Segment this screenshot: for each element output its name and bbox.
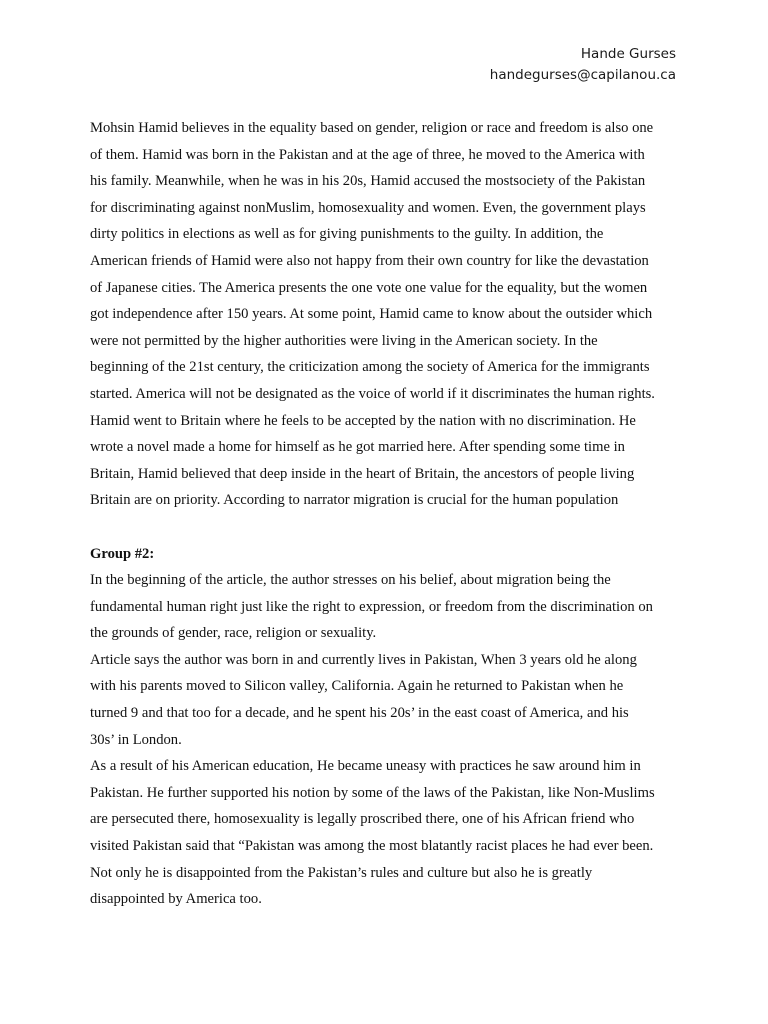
text-line: In the beginning of the article, the author stresses on his belief, about migration being the (90, 572, 611, 589)
document-body (90, 115, 690, 913)
text-line: American friends of Hamid were also not happy from their own country for like the devastation (90, 252, 649, 269)
text-line: his family. Meanwhile, when he was in his 20s, Hamid accused the mostsociety of the Pakistan (90, 173, 646, 190)
text-line: As a result of his American education, He became uneasy with practices he saw around him in (90, 758, 641, 775)
text-line: fundamental human right just like the right to expression, or freedom from the discrimination on (90, 598, 653, 615)
section-heading: Group #2: (90, 545, 155, 562)
text-line: were not permitted by the higher authorities were living in the American society. In the (90, 332, 598, 349)
text-line: for discriminating against nonMuslim, homosexuality and women. Even, the government plays (90, 199, 646, 216)
text-line: Not only he is disappointed from the Pakistan’s rules and culture but also he is greatly (90, 864, 593, 881)
text-line: wrote a novel made a home for himself as he got married here. After spending some time in (90, 439, 625, 456)
text-line: of Japanese cities. The America presents the one vote one value for the equality, but the women (90, 279, 648, 296)
text-line: Article says the author was born in and currently lives in Pakistan, When 3 years old he along (90, 651, 637, 668)
author-name: Hande Gurses (580, 46, 676, 62)
text-line: disappointed by America too. (90, 891, 262, 908)
section-2 (90, 541, 690, 913)
text-line: Hamid went to Britain where he feels to be accepted by the nation with no discrimination. He (90, 412, 636, 429)
text-line: 30s’ in London. (90, 731, 182, 748)
paragraph-gap (90, 514, 690, 541)
document-header (490, 44, 676, 86)
text-line: with his parents moved to Silicon valley, California. Again he returned to Pakistan when he (90, 678, 624, 695)
text-line: visited Pakistan said that “Pakistan was among the most blatantly racist places he had ever been. (90, 838, 654, 855)
section-1 (90, 115, 690, 514)
text-line: beginning of the 21st century, the criticization among the society of America for the immigrants (90, 359, 650, 376)
text-line: Mohsin Hamid believes in the equality based on gender, religion or race and freedom is also one (90, 120, 654, 136)
author-email: handegurses@capilanou.ca (489, 67, 676, 83)
text-line: the grounds of gender, race, religion or sexuality. (90, 625, 377, 642)
text-line: are persecuted there, homosexuality is legally proscribed there, one of his African friend who (90, 811, 635, 828)
text-line: started. America will not be designated as the voice of world if it discriminates the human rights. (90, 385, 655, 402)
text-line: Britain, Hamid believed that deep inside in the heart of Britain, the ancestors of people living (90, 465, 635, 482)
text-line: turned 9 and that too for a decade, and he spent his 20s’ in the east coast of America, and his (90, 705, 629, 722)
text-line: of them. Hamid was born in the Pakistan and at the age of three, he moved to the America with (90, 146, 645, 163)
text-line: got independence after 150 years. At some point, Hamid came to know about the outsider which (90, 306, 653, 323)
text-line: Pakistan. He further supported his notion by some of the laws of the Pakistan, like Non-Muslims (90, 784, 655, 801)
text-line: Britain are on priority. According to narrator migration is crucial for the human population (90, 492, 619, 509)
text-line: dirty politics in elections as well as for giving punishments to the guilty. In addition, the (90, 226, 604, 243)
